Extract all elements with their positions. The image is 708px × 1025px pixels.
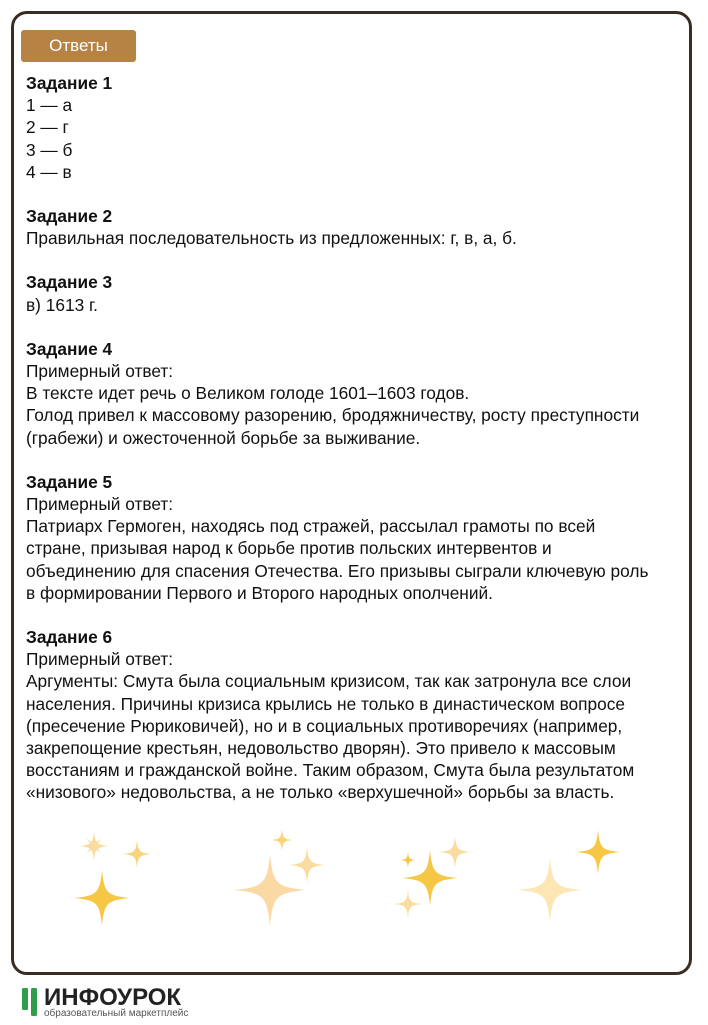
task-block-1 — [26, 72, 696, 183]
answers-content — [26, 72, 696, 826]
task-line: 2 — г — [26, 117, 69, 138]
task-line: населения. Причины кризиса крылись не только в династическом вопросе — [26, 693, 625, 714]
task-title: Задание 6 — [26, 627, 113, 648]
sparkle-icon — [576, 830, 620, 874]
sparkle-icon — [439, 836, 471, 868]
task-title: Задание 1 — [26, 73, 113, 93]
task-block-4 — [26, 338, 696, 449]
task-block-6 — [26, 626, 696, 804]
sparkle-icon — [74, 870, 130, 926]
sparkle-icon — [289, 847, 325, 883]
task-line: (грабежи) и ожесточенной борьбе за выживание. — [26, 427, 421, 448]
sparkle-icon — [400, 852, 416, 868]
decorative-sparkles — [60, 820, 660, 940]
task-line: восстаниям и гражданской войне. Таким образом, Смута была результатом — [26, 760, 635, 781]
task-line: в формировании Первого и Второго народных ополчений. — [26, 582, 493, 603]
task-title: Задание 5 — [26, 471, 113, 492]
task-line: Примерный ответ: — [26, 494, 174, 515]
task-line: В тексте идет речь о Великом голоде 1601–1603 годов. — [26, 383, 470, 404]
task-line: Правильная последовательность из предложенных: г, в, а, б. — [26, 228, 517, 249]
brand-tagline: образовательный маркетплейс — [44, 1008, 189, 1019]
task-title: Задание 2 — [26, 206, 113, 227]
task-line: «низового» недовольства, а не только «верхушечной» борьбы за власть. — [26, 782, 615, 803]
sparkle-icon — [518, 858, 582, 922]
task-line: стране, призывая народ к борьбе против польских интервентов и — [26, 538, 552, 559]
sparkle-icon — [123, 840, 151, 868]
task-line: Аргументы: Смута была социальным кризисом, так как затронула все слои — [26, 671, 632, 692]
sparkle-icon — [402, 850, 458, 906]
task-line: (пресечение Рюриковичей), но и в социальных противоречиях (например, — [26, 715, 623, 736]
task-block-3 — [26, 271, 696, 315]
task-title: Задание 4 — [26, 338, 113, 359]
task-line: в) 1613 г. — [26, 294, 98, 315]
task-line: 3 — б — [26, 139, 73, 160]
task-line: Примерный ответ: — [26, 361, 174, 382]
task-line: Голод привел к массовому разорению, бродяжничеству, росту преступности — [26, 405, 640, 426]
task-line: 1 — а — [26, 95, 73, 116]
brand-name: ИНФОУРОК — [44, 984, 182, 1011]
answers-badge: Ответы — [21, 30, 136, 62]
infourok-logo[interactable] — [20, 984, 280, 1020]
task-block-5 — [26, 471, 696, 604]
sparkle-icon — [271, 829, 293, 851]
task-line: объединению для спасения Отечества. Его призывы сыграли ключевую роль — [26, 560, 649, 581]
task-line: Патриарх Гермоген, находясь под стражей, рассылал грамоты по всей — [26, 516, 596, 537]
sparkle-icon — [394, 890, 422, 918]
task-title: Задание 3 — [26, 272, 113, 293]
task-line: закрепощение крестьян, недовольство дворян). Это привело к массовым — [26, 738, 616, 759]
task-line: 4 — в — [26, 161, 72, 182]
task-block-2 — [26, 205, 696, 249]
logo-mark-icon — [20, 984, 280, 1020]
task-line: Примерный ответ: — [26, 649, 174, 670]
